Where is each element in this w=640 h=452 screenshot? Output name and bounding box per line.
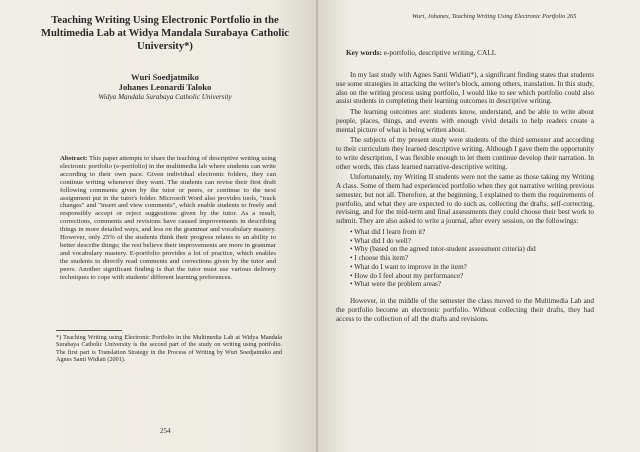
affiliation: Widya Mandala Surabaya Catholic University <box>98 93 232 101</box>
paragraph-2: The learning outcomes are: students know, understand, and be able to write about people, places, things, and events with enough vivid details to help readers create a mental picture of what is being written about. <box>336 108 594 134</box>
journal-questions <box>336 228 594 289</box>
abstract <box>60 155 276 282</box>
question-item: • What did I do well? <box>350 237 594 246</box>
keywords-line <box>346 48 496 57</box>
question-item: • How do I feel about my performance? <box>350 272 594 281</box>
paper-title: Teaching Writing Using Electronic Portfolio in the Multimedia Lab at Widya Mandala Surabaya Catholic University*) <box>40 15 289 52</box>
author-name-1: Wuri Soedjatmiko <box>131 72 199 82</box>
paragraph-3: The subjects of my present study were students of the third semester and according to their curriculum they learned descriptive writing. Although I gave them the opportunity to write description, I was flexible enough to let them continue develop their narration. In other words, this class learned narrative-descriptive writing. <box>336 136 594 171</box>
paragraph-5: However, in the middle of the semester the class moved to the Multimedia Lab and the portfolio become an electronic portfolio. Without collecting their drafts, they had access to the collection of all the drafts and revisions. <box>336 297 594 323</box>
question-item: • What do I want to improve in the item? <box>350 263 594 272</box>
abstract-text: This paper attempts to share the teaching of descriptive writing using electronic portfolio (e-portfolio) in the multimedia lab where students can write according to their own pace. Given individual electronic folders, they can continue writing whenever they want. The students can revise their first draft following comments given by the tutor or peers, or continue to the next assignment put in the tutor's folder. Microsoft Word also provides tools, "track changes" and "insert and view comments", which enable students to freely and responsibly accept or reject suggestions given by the tutor. As a result, corrections, comments and revisions have caused improvements in describing things in more detailed ways, and less on the grammar and vocabulary mastery. However, only 25% of the students think their progress relates to an ability to better describe things; the rest believe their improvements are more in grammar and vocabulary mastery. E-portfolio provides a lot of practice, which enables the students to directly read comments and corrections given by the tutor and peers. Another significant finding is that the tutor must use various delivery techniques to cope with students' different learning preferences. <box>60 155 276 281</box>
running-head: Wuri, Johanes, Teaching Writing Using Electronic Portfolio 265 <box>412 13 577 20</box>
paragraph-1: In my last study with Agnes Santi Widiati*), a significant finding states that students use some strategies in attacking the writer's block, among others, translation. In this study, also on the writing process using portfolio, I would like to see which portfolio could also assist students in completing their learning outcomes in descriptive writing. <box>336 71 594 106</box>
question-item: • What were the problem areas? <box>350 280 594 289</box>
question-item: • Why (based on the agreed tutor-student assessment criteria) did <box>350 245 594 254</box>
author-name-2: Johanes Leonardi Taloko <box>118 82 212 92</box>
question-item: • What did I learn from it? <box>350 228 594 237</box>
author-block <box>40 72 290 102</box>
abstract-label: Abstract: <box>60 155 88 162</box>
footnote: *) Teaching Writing using Electronic Portfolio in the Multimedia Lab at Widya Mandala Surabaya Catholic University is the second part of the study on writing using portfolio. The first part is Translation Strategy in the Process of Writing by Wuri Soedjatmiko and Agnes Santi Widiati (2001). <box>56 334 282 364</box>
footnote-rule <box>56 330 122 331</box>
keywords-label: Key words: <box>346 48 382 57</box>
left-page <box>0 0 318 452</box>
page-number: 254 <box>160 427 171 435</box>
paragraph-4: Unfortunately, my Writing II students were not the same as those taking my Writing A class. Some of them had experienced portfolio when they got narrative writing previous semester, but not all. Therefore, at the beginning, I explained to them the requirements of portfolio, and what they are expected to do such as, collecting the drafts, self-correcting, revising, and for the mid-term and final assessments they could choose their best work to submit. They are also asked to write a journal, after every session, on the followings: <box>336 173 594 225</box>
question-item: • I choose this item? <box>350 254 594 263</box>
keywords-text: e-portfolio, descriptive writing, CALL <box>383 48 497 57</box>
right-body-text <box>336 71 594 325</box>
